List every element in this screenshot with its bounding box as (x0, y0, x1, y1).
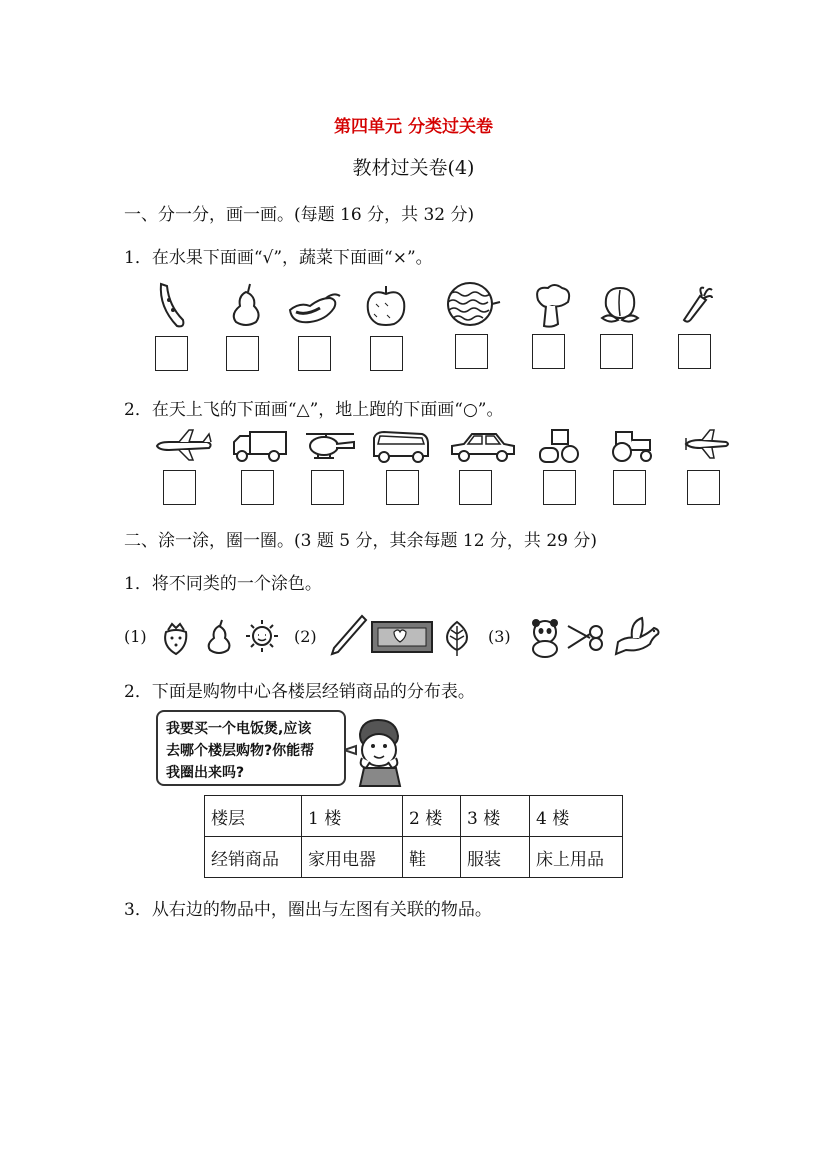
answer-box[interactable] (613, 470, 646, 505)
table-cell: 2 楼 (403, 796, 461, 837)
answer-box[interactable] (532, 334, 565, 369)
answer-box[interactable] (459, 470, 492, 505)
paper-title: 教材过关卷(4) (352, 157, 475, 179)
pencil-case-icon[interactable] (370, 620, 434, 654)
answer-box[interactable] (311, 470, 344, 505)
bird-icon[interactable] (612, 614, 662, 658)
answer-box[interactable] (226, 336, 259, 371)
cabbage-icon (530, 282, 574, 330)
q2-3-text: 3．从右边的物品中，圈出与左图有关联的物品。 (124, 900, 492, 920)
watermelon-icon (444, 280, 504, 328)
unit-title: 第四单元 分类过关卷 (334, 117, 493, 137)
q1-2-text: 2．在天上飞的下面画“△”，地上跑的下面画“○”。 (124, 400, 504, 420)
eggplant-icon (286, 290, 344, 328)
bus-icon (370, 428, 430, 464)
pear-icon[interactable] (204, 618, 234, 656)
car-icon (448, 428, 518, 464)
peach-icon (596, 282, 644, 328)
answer-box[interactable] (600, 334, 633, 369)
boy-icon (344, 716, 416, 788)
table-cell: 经销商品 (205, 837, 302, 878)
answer-box[interactable] (163, 470, 196, 505)
propeller-plane-icon (682, 428, 732, 462)
q1-1-text: 1．在水果下面画“√”，蔬菜下面画“×”。 (124, 248, 433, 268)
leaf-icon[interactable] (442, 620, 472, 656)
table-cell: 床上用品 (530, 837, 623, 878)
road-roller-icon (538, 426, 582, 466)
answer-box[interactable] (455, 334, 488, 369)
carrot-icon (678, 284, 714, 326)
speech-line: 去哪个楼层购物?你能帮 (166, 743, 315, 759)
panda-icon[interactable] (524, 616, 566, 658)
pen-icon[interactable] (328, 612, 368, 658)
scissors-icon[interactable] (566, 620, 608, 654)
table-cell: 鞋 (403, 837, 461, 878)
section1-heading: 一、分一分，画一画。(每题 16 分，共 32 分) (124, 205, 475, 225)
table-cell: 楼层 (205, 796, 302, 837)
airplane-icon (155, 428, 215, 462)
group-label: (2) (294, 627, 317, 646)
answer-box[interactable] (687, 470, 720, 505)
q2-2-text: 2．下面是购物中心各楼层经销商品的分布表。 (124, 682, 475, 702)
speech-bubble (156, 710, 346, 786)
table-row (205, 837, 623, 878)
answer-box[interactable] (155, 336, 188, 371)
table-row (205, 796, 623, 837)
sun-icon[interactable] (244, 618, 280, 654)
floor-table (204, 795, 623, 878)
speech-line: 我要买一个电饭煲,应该 (166, 721, 312, 737)
answer-box[interactable] (298, 336, 331, 371)
group-label: (1) (124, 627, 147, 646)
pea-pod-icon (155, 282, 190, 330)
answer-box[interactable] (543, 470, 576, 505)
table-cell: 1 楼 (302, 796, 403, 837)
table-cell: 3 楼 (461, 796, 530, 837)
group-label: (3) (488, 627, 511, 646)
strawberry-icon[interactable] (160, 620, 190, 656)
q2-1-text: 1．将不同类的一个涂色。 (124, 574, 322, 594)
pear-icon (226, 282, 266, 328)
answer-box[interactable] (678, 334, 711, 369)
apple-icon (362, 282, 410, 328)
tractor-icon (608, 428, 656, 464)
answer-box[interactable] (386, 470, 419, 505)
section2-heading: 二、涂一涂，圈一圈。(3 题 5 分，其余每题 12 分，共 29 分) (124, 531, 597, 551)
table-cell: 家用电器 (302, 837, 403, 878)
helicopter-icon (302, 428, 358, 462)
table-cell: 4 楼 (530, 796, 623, 837)
table-cell: 服装 (461, 837, 530, 878)
truck-icon (230, 428, 290, 464)
answer-box[interactable] (241, 470, 274, 505)
speech-line: 我圈出来吗? (166, 765, 245, 781)
answer-box[interactable] (370, 336, 403, 371)
